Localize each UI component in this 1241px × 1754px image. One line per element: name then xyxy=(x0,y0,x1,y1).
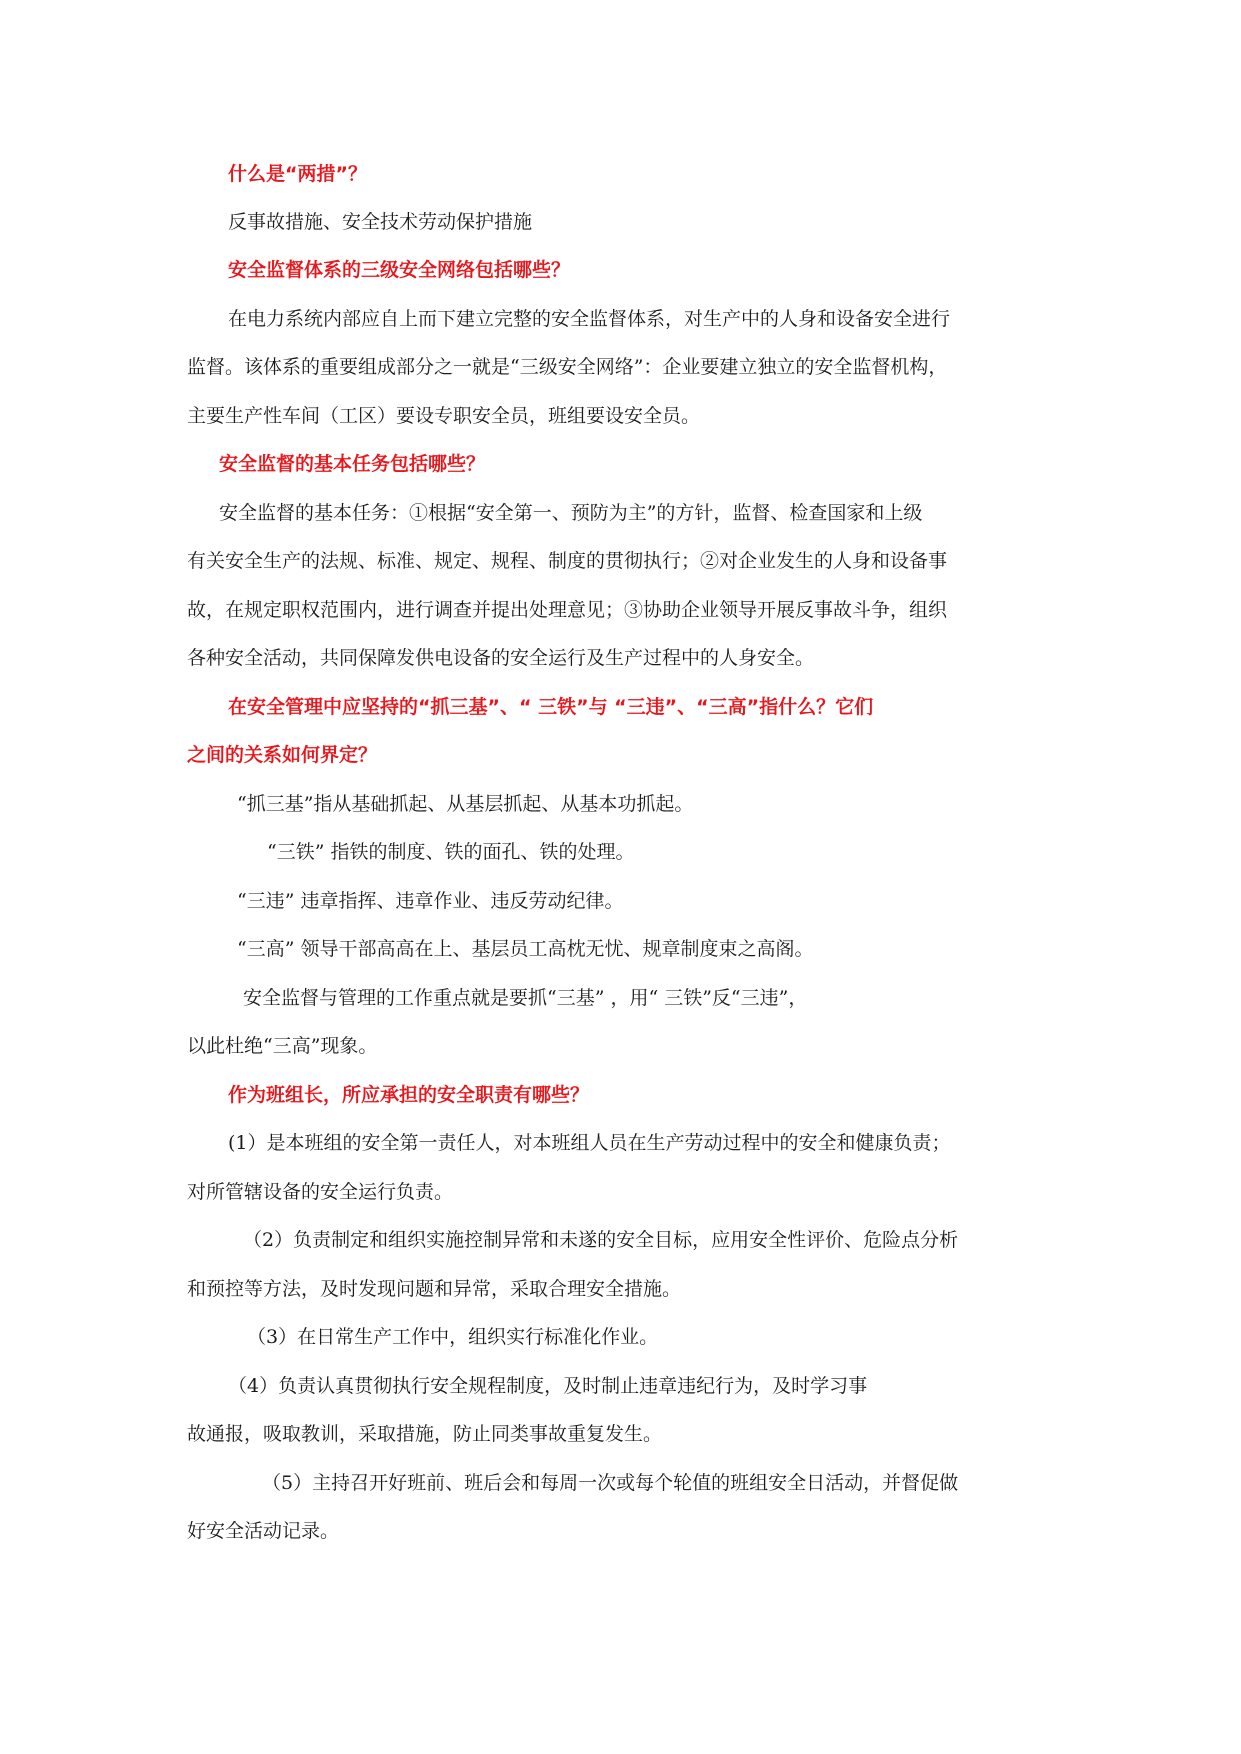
answer-line: 对所管辖设备的安全运行负责。 xyxy=(187,1181,454,1203)
answer-line: 主要生产性车间（工区）要设专职安全员，班组要设安全员。 xyxy=(187,405,701,427)
question-heading: 在安全管理中应坚持的“抓三基”、“ 三铁”与 “三违”、“三高”指什么？它们 xyxy=(228,696,874,718)
answer-line: （4）负责认真贯彻执行安全规程制度，及时制止违章违纪行为，及时学习事 xyxy=(228,1375,868,1397)
answer-line: 和预控等方法，及时发现问题和异常，采取合理安全措施。 xyxy=(187,1278,682,1300)
answer-line: 安全监督与管理的工作重点就是要抓“三基” ，用“ 三铁”反“三违”， xyxy=(243,987,808,1009)
answer-line: 各种安全活动，共同保障发供电设备的安全运行及生产过程中的人身安全。 xyxy=(187,647,815,669)
answer-line: “三高” 领导干部高高在上、基层员工高枕无忧、规章制度束之高阁。 xyxy=(237,938,814,960)
question-heading: 什么是“两措”？ xyxy=(228,163,367,185)
answer-line: （2）负责制定和组织实施控制异常和未遂的安全目标，应用安全性评价、危险点分析 xyxy=(243,1229,959,1251)
answer-line: 反事故措施、安全技术劳动保护措施 xyxy=(228,211,533,233)
answer-line: 故，在规定职权范围内，进行调查并提出处理意见；③协助企业领导开展反事故斗争，组织 xyxy=(187,599,948,621)
answer-line: (1）是本班组的安全第一责任人，对本班组人员在生产劳动过程中的安全和健康负责； xyxy=(228,1132,951,1154)
answer-line: （3）在日常生产工作中，组织实行标准化作业。 xyxy=(247,1326,659,1348)
question-heading: 安全监督的基本任务包括哪些？ xyxy=(219,453,486,475)
question-heading: 之间的关系如何界定？ xyxy=(187,744,378,766)
answer-line: “三铁” 指铁的制度、铁的面孔、铁的处理。 xyxy=(267,841,635,863)
answer-line: “抓三基”指从基础抓起、从基层抓起、从基本功抓起。 xyxy=(237,793,694,815)
answer-line: “三违” 违章指挥、违章作业、违反劳动纪律。 xyxy=(237,890,624,912)
answer-line: 故通报，吸取教训，采取措施，防止同类事故重复发生。 xyxy=(187,1423,663,1445)
answer-line: 以此杜绝“三高”现象。 xyxy=(187,1035,378,1057)
answer-line: 安全监督的基本任务：①根据“安全第一、预防为主”的方针，监督、检查国家和上级 xyxy=(219,502,923,524)
question-heading: 安全监督体系的三级安全网络包括哪些？ xyxy=(228,259,571,281)
answer-line: 在电力系统内部应自上而下建立完整的安全监督体系，对生产中的人身和设备安全进行 xyxy=(228,308,951,330)
answer-line: 有关安全生产的法规、标准、规定、规程、制度的贯彻执行；②对企业发生的人身和设备事 xyxy=(187,550,948,572)
answer-line: 监督。该体系的重要组成部分之一就是“三级安全网络”：企业要建立独立的安全监督机构， xyxy=(187,356,948,378)
answer-line: （5）主持召开好班前、班后会和每周一次或每个轮值的班组安全日活动，并督促做 xyxy=(262,1472,959,1494)
answer-line: 好安全活动记录。 xyxy=(187,1520,340,1542)
question-heading: 作为班组长，所应承担的安全职责有哪些？ xyxy=(228,1084,590,1106)
